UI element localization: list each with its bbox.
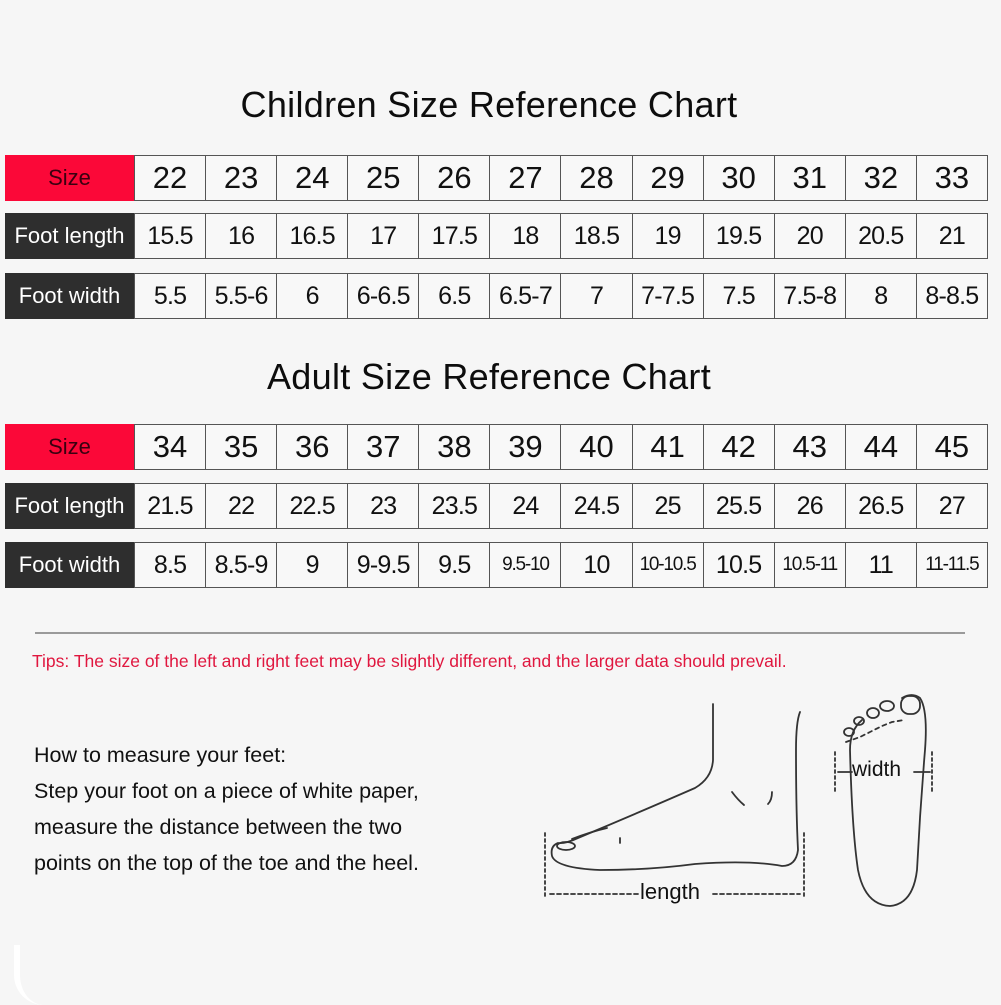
foot-width-label: Foot width <box>5 542 134 588</box>
children-chart-title: Children Size Reference Chart <box>240 84 738 125</box>
foot-width-cell: 5.5-6 <box>205 274 276 318</box>
length-label: length <box>640 879 700 904</box>
measure-instructions <box>34 737 419 881</box>
instructions-line: measure the distance between the two <box>34 815 403 839</box>
size-cell: 32 <box>845 156 916 200</box>
foot-length-cell: 19.5 <box>703 214 774 258</box>
foot-width-cell: 7-7.5 <box>632 274 703 318</box>
foot-length-cell: 26 <box>774 484 845 528</box>
foot-length-cell: 22.5 <box>276 484 347 528</box>
foot-length-cell: 21.5 <box>134 484 205 528</box>
children-foot-length-row <box>5 213 988 259</box>
foot-length-cell: 18.5 <box>560 214 631 258</box>
foot-length-cell: 26.5 <box>845 484 916 528</box>
foot-width-cell: 8.5 <box>134 543 205 587</box>
foot-length-cell: 19 <box>632 214 703 258</box>
instructions-line: points on the top of the toe and the heel. <box>34 851 419 875</box>
foot-length-cell: 15.5 <box>134 214 205 258</box>
foot-width-label: Foot width <box>5 273 134 319</box>
size-cell: 22 <box>134 156 205 200</box>
foot-width-cell: 11-11.5 <box>916 543 987 587</box>
foot-length-cell: 23 <box>347 484 418 528</box>
foot-length-label: Foot length <box>5 213 134 259</box>
size-cell: 40 <box>560 425 631 469</box>
foot-width-cell: 8 <box>845 274 916 318</box>
size-label: Size <box>5 424 134 470</box>
foot-width-cell: 7 <box>560 274 631 318</box>
size-cell: 43 <box>774 425 845 469</box>
adult-chart-title: Adult Size Reference Chart <box>266 356 712 397</box>
foot-width-cell: 10 <box>560 543 631 587</box>
size-cell: 35 <box>205 425 276 469</box>
size-label: Size <box>5 155 134 201</box>
foot-width-cell: 6 <box>276 274 347 318</box>
foot-length-cell: 27 <box>916 484 987 528</box>
children-size-row <box>5 155 988 201</box>
section-divider <box>35 632 965 634</box>
foot-length-cell: 25 <box>632 484 703 528</box>
foot-length-cell: 24 <box>489 484 560 528</box>
size-cell: 34 <box>134 425 205 469</box>
foot-width-cell: 10-10.5 <box>632 543 703 587</box>
size-cell: 44 <box>845 425 916 469</box>
foot-side-view-icon <box>520 690 1000 930</box>
size-cell: 29 <box>632 156 703 200</box>
foot-width-cell: 6.5-7 <box>489 274 560 318</box>
foot-length-cell: 16.5 <box>276 214 347 258</box>
foot-width-cell: 7.5 <box>703 274 774 318</box>
foot-length-label: Foot length <box>5 483 134 529</box>
foot-length-cell: 18 <box>489 214 560 258</box>
foot-width-cell: 9.5 <box>418 543 489 587</box>
size-cell: 28 <box>560 156 631 200</box>
foot-width-cell: 9.5-10 <box>489 543 560 587</box>
instructions-heading: How to measure your feet: <box>34 743 287 767</box>
adult-foot-width-row <box>5 542 988 588</box>
size-cell: 41 <box>632 425 703 469</box>
foot-width-cell: 8.5-9 <box>205 543 276 587</box>
foot-length-cell: 20 <box>774 214 845 258</box>
adult-size-row <box>5 424 988 470</box>
width-label: width <box>852 758 902 781</box>
foot-width-cell: 6.5 <box>418 274 489 318</box>
instructions-line: Step your foot on a piece of white paper, <box>34 779 419 803</box>
foot-length-cell: 23.5 <box>418 484 489 528</box>
foot-length-cell: 24.5 <box>560 484 631 528</box>
foot-width-cell: 5.5 <box>134 274 205 318</box>
foot-length-cell: 17 <box>347 214 418 258</box>
size-cell: 37 <box>347 425 418 469</box>
foot-length-cell: 25.5 <box>703 484 774 528</box>
size-cell: 36 <box>276 425 347 469</box>
foot-length-cell: 22 <box>205 484 276 528</box>
foot-length-cell: 16 <box>205 214 276 258</box>
foot-measurement-diagram <box>520 690 1000 930</box>
size-cell: 24 <box>276 156 347 200</box>
foot-width-cell: 7.5-8 <box>774 274 845 318</box>
size-cell: 26 <box>418 156 489 200</box>
size-cell: 31 <box>774 156 845 200</box>
foot-width-cell: 6-6.5 <box>347 274 418 318</box>
size-cell: 23 <box>205 156 276 200</box>
tips-text: Tips: The size of the left and right feet may be slightly different, and the larger data should prevail. <box>32 651 787 671</box>
size-cell: 39 <box>489 425 560 469</box>
foot-length-cell: 21 <box>916 214 987 258</box>
foot-length-cell: 20.5 <box>845 214 916 258</box>
foot-width-cell: 11 <box>845 543 916 587</box>
size-cell: 30 <box>703 156 774 200</box>
foot-width-cell: 8-8.5 <box>916 274 987 318</box>
size-cell: 33 <box>916 156 987 200</box>
children-foot-width-row <box>5 273 988 319</box>
foot-width-cell: 9 <box>276 543 347 587</box>
foot-width-cell: 9-9.5 <box>347 543 418 587</box>
decorative-corner <box>14 945 50 1005</box>
size-cell: 38 <box>418 425 489 469</box>
size-cell: 42 <box>703 425 774 469</box>
foot-length-cell: 17.5 <box>418 214 489 258</box>
adult-foot-length-row <box>5 483 988 529</box>
size-cell: 27 <box>489 156 560 200</box>
foot-width-cell: 10.5-11 <box>774 543 845 587</box>
size-cell: 25 <box>347 156 418 200</box>
size-cell: 45 <box>916 425 987 469</box>
foot-width-cell: 10.5 <box>703 543 774 587</box>
